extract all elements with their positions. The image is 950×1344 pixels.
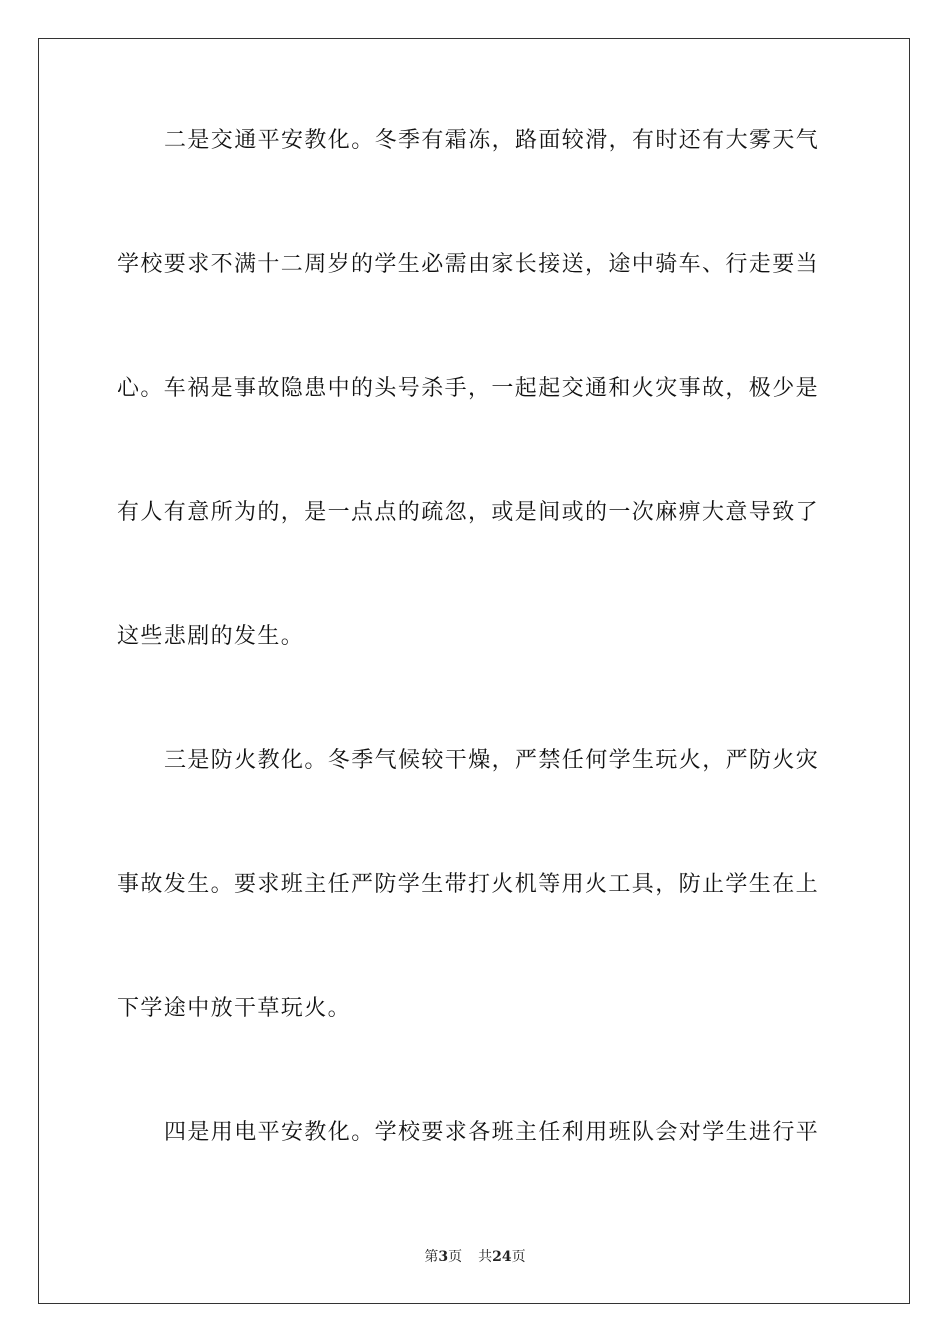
document-body xyxy=(117,129,833,1245)
page-total: 共24页 xyxy=(478,1249,526,1265)
page-footer xyxy=(0,1248,950,1266)
paragraph-line: 事故发生。要求班主任严防学生带打火机等用火工具，防止学生在上 xyxy=(117,872,820,897)
page-number: 第3页 xyxy=(424,1249,463,1265)
paragraph-line: 四是用电平安教化。学校要求各班主任利用班队会对学生进行平 xyxy=(164,1120,820,1145)
paragraph-line: 心。车祸是事故隐患中的头号杀手，一起起交通和火灾事故，极少是 xyxy=(117,376,820,401)
paragraph-line: 下学途中放干草玩火。 xyxy=(117,996,352,1021)
paragraph-line: 二是交通平安教化。冬季有霜冻，路面较滑，有时还有大雾天气 xyxy=(164,128,820,153)
paragraph-line: 有人有意所为的，是一点点的疏忽，或是间或的一次麻痹大意导致了 xyxy=(117,500,820,525)
paragraph-line: 这些悲剧的发生。 xyxy=(117,624,305,649)
paragraph-line: 三是防火教化。冬季气候较干燥，严禁任何学生玩火，严防火灾 xyxy=(164,748,820,773)
paragraph-line: 学校要求不满十二周岁的学生必需由家长接送，途中骑车、行走要当 xyxy=(117,252,820,277)
